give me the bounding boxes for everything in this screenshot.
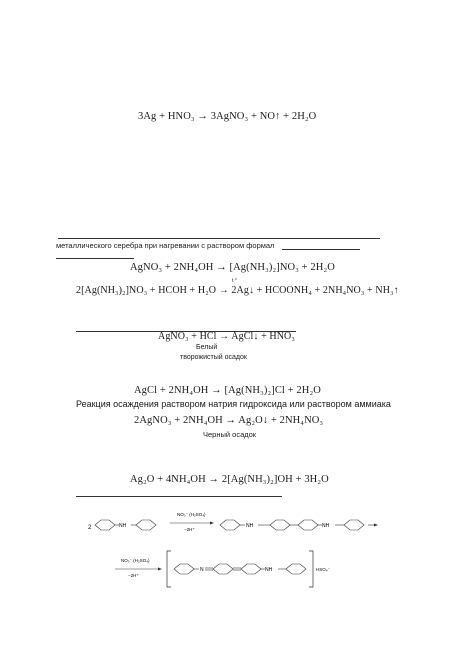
divider-line: [56, 258, 134, 259]
divider-line: [282, 249, 360, 250]
nh-group: NH: [119, 523, 127, 529]
temperature-label: t °: [232, 278, 237, 284]
precipitate-color-note: Белый: [196, 344, 218, 351]
black-precipitate-note: Черный осадок: [203, 430, 257, 439]
benzene-ring-icon: [174, 564, 306, 574]
divider-line: [76, 496, 282, 497]
reagent-label: NO₃⁻ (H₂SO₄): [177, 512, 206, 517]
equation-silver-mirror: 2[Ag(NH₃)₂]NO₃ + HCOH + H₂O → 2Ag↓ + HCOONH₄ + 2NH₄NO₃ + NH₃↑: [76, 285, 399, 296]
bracket-right: [309, 551, 313, 587]
n-group: N: [200, 567, 204, 573]
equation-silver-chloride: AgNO₃ + HCl → AgCl↓ + HNO₃: [158, 331, 295, 342]
nh-group: NH: [246, 523, 254, 529]
section-heading-formaldehyde: металлического серебра при нагревании с раствором формал: [56, 241, 275, 250]
section-heading-precipitation: Реакция осаждения раствором натрия гидроксида или раствором аммиака: [76, 399, 391, 409]
equation-silver-nitric-acid: 3Ag + HNO₃ → 3AgNO₃ + NO↑ + 2H₂O: [138, 111, 317, 122]
diphenylamine-oxidation-scheme: [0, 505, 459, 615]
nh-group: NH: [322, 523, 330, 529]
coefficient: 2: [88, 525, 92, 531]
precipitate-type-note: творожистый осадок: [180, 354, 247, 361]
proton-loss-label: −2H⁺: [128, 573, 139, 578]
counter-ion-label: HSO₄⁻: [316, 567, 330, 572]
equation-oxide-dissolution: Ag₂O + 4NH₄OH → 2[Ag(NH₃)₂]OH + 3H₂O: [130, 474, 329, 485]
nh-group: NH: [265, 567, 273, 573]
equation-chloride-dissolution: AgCl + 2NH₄OH → [Ag(NH₃)₂]Cl + 2H₂O: [134, 385, 321, 396]
proton-loss-label: −2H⁺: [184, 527, 195, 532]
divider-line: [58, 238, 380, 239]
reagent-label: NO₃⁻ (H₂SO₄): [121, 558, 150, 563]
bracket-left: [167, 551, 171, 587]
equation-ammonia-complex: AgNO₃ + 2NH₄OH → [Ag(NH₃)₂]NO₃ + 2H₂O: [130, 262, 335, 273]
equation-silver-oxide: 2AgNO₃ + 2NH₄OH → Ag₂O↓ + 2NH₄NO₃: [134, 415, 324, 426]
